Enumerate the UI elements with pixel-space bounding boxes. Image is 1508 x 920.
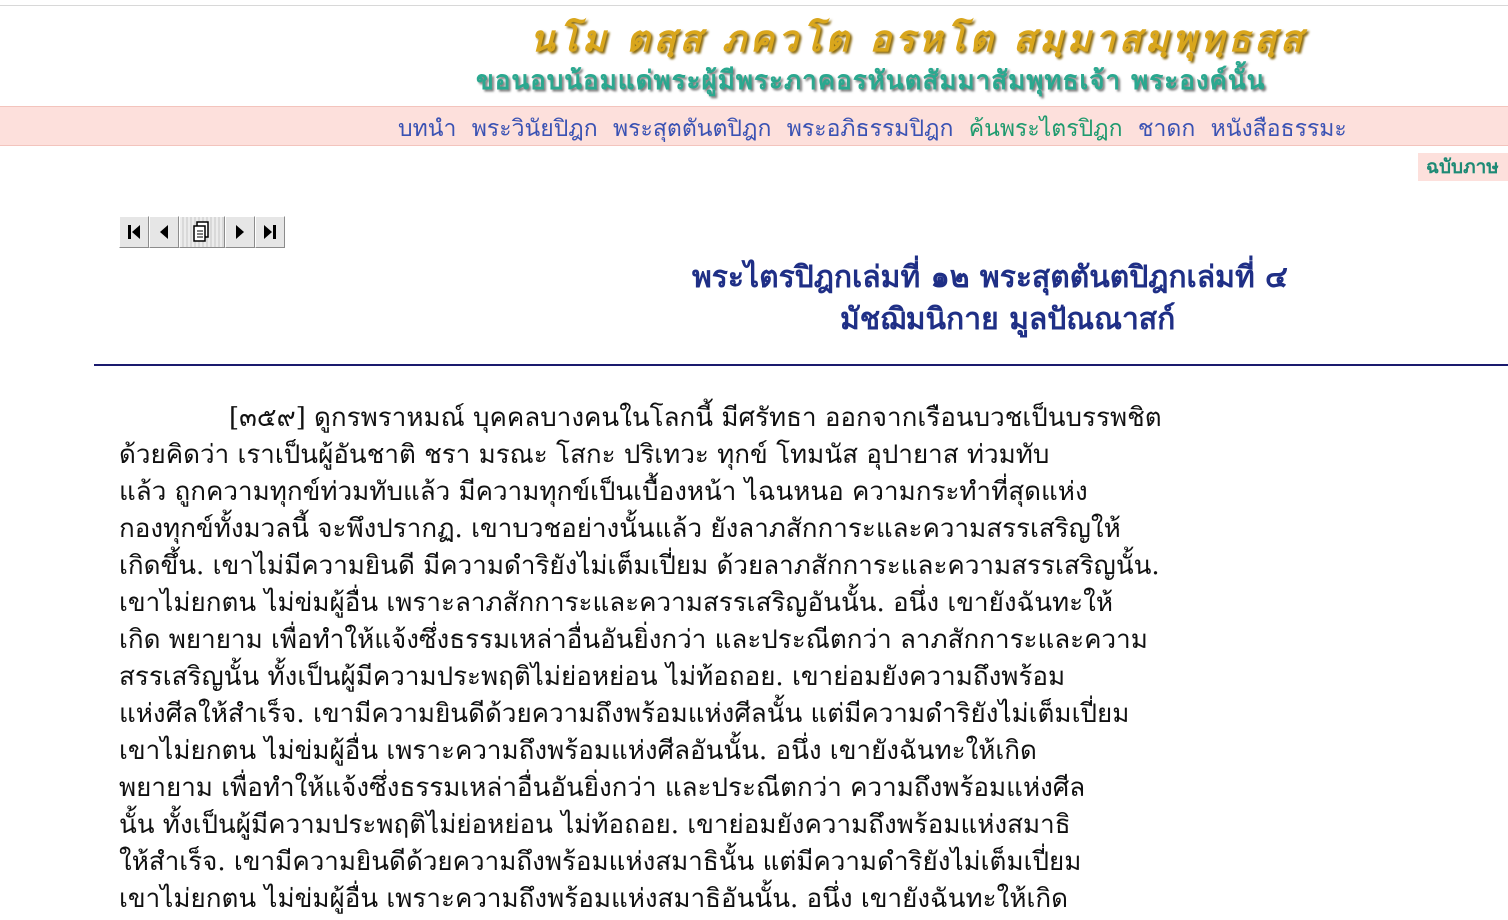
- next-page-button[interactable]: [225, 216, 255, 248]
- text-line: เขาไม่ยกตน ไม่ข่มผู้อื่น เพราะลาภสักการะและความสรรเสริญอันนั้น. อนึ่ง เขายังฉันทะให้: [119, 588, 1113, 618]
- first-page-button[interactable]: [119, 216, 149, 248]
- nav-link-search-tipitaka[interactable]: ค้นพระไตรปิฎก: [968, 116, 1123, 142]
- last-page-icon: [262, 223, 278, 241]
- top-divider: [0, 5, 1508, 6]
- text-line: สรรเสริญนั้น ทั้งเป็นผู้มีความประพฤติไม่ย่อหย่อน ไม่ท้อถอย. เขาย่อมยังความถึงพร้อม: [119, 662, 1066, 692]
- volume-title: พระไตรปิฎกเล่มที่ ๑๒ พระสุตตันตปิฎกเล่มที่ ๔: [692, 260, 1288, 295]
- text-line: เขาไม่ยกตน ไม่ข่มผู้อื่น เพราะความถึงพร้อมแห่งสมาธิอันนั้น. อนึ่ง เขายังฉันทะให้เกิด: [119, 884, 1068, 914]
- previous-page-button[interactable]: [149, 216, 179, 248]
- document-view-button[interactable]: [179, 216, 225, 248]
- title-divider: [94, 364, 1508, 366]
- page-navigation-toolbar: [119, 216, 285, 248]
- text-line: แห่งศีลให้สำเร็จ. เขามีความยินดีด้วยความถึงพร้อมแห่งศีลนั้น แต่มีความดำริยังไม่เต็มเปี่ยม: [119, 699, 1130, 729]
- text-line: นั้น ทั้งเป็นผู้มีความประพฤติไม่ย่อหย่อน ไม่ท้อถอย. เขาย่อมยังความถึงพร้อมแห่งสมาธิ: [119, 810, 1071, 840]
- thai-homage-banner: ขอนอบน้อมแด่พระผู้มีพระภาคอรหันตสัมมาสัมพุทธเจ้า พระองค์นั้น: [476, 66, 1266, 96]
- text-line: เขาไม่ยกตน ไม่ข่มผู้อื่น เพราะความถึงพร้อมแห่งศีลอันนั้น. อนึ่ง เขายังฉันทะให้เกิด: [119, 736, 1037, 766]
- previous-page-icon: [156, 223, 172, 241]
- nav-link-sutta-pitaka[interactable]: พระสุตตันตปิฎก: [612, 116, 772, 142]
- nav-link-vinaya-pitaka[interactable]: พระวินัยปิฎก: [471, 116, 598, 142]
- nav-link-introduction[interactable]: บทนำ: [398, 116, 457, 142]
- text-line: เกิดขึ้น. เขาไม่มีความยินดี มีความดำริยังไม่เต็มเปี่ยม ด้วยลาภสักการะและความสรรเสริญนั้น.: [119, 551, 1160, 581]
- next-page-icon: [232, 223, 248, 241]
- nav-link-abhidhamma-pitaka[interactable]: พระอภิธรรมปิฎก: [786, 116, 954, 142]
- volume-subtitle: มัชฌิมนิกาย มูลปัณณาสก์: [840, 302, 1176, 337]
- text-line: [๓๕๙] ดูกรพราหมณ์ บุคคลบางคนในโลกนี้ มีศรัทธา ออกจากเรือนบวชเป็นบรรพชิต: [229, 403, 1162, 433]
- text-line: ให้สำเร็จ. เขามีความยินดีด้วยความถึงพร้อมแห่งสมาธินั้น แต่มีความดำริยังไม่เต็มเปี่ยม: [119, 847, 1082, 877]
- first-page-icon: [126, 223, 142, 241]
- nav-links: [398, 111, 1355, 146]
- nav-link-jataka[interactable]: ชาดก: [1137, 116, 1196, 142]
- main-nav-bar: [0, 106, 1508, 146]
- text-line: แล้ว ถูกความทุกข์ท่วมทับแล้ว มีความทุกข์เป็นเบื้องหน้า ไฉนหนอ ความกระทำที่สุดแห่ง: [119, 477, 1088, 507]
- text-line: กองทุกข์ทั้งมวลนี้ จะพึงปรากฏ. เขาบวชอย่างนั้นแล้ว ยังลาภสักการะและความสรรเสริญให้: [119, 514, 1121, 544]
- scripture-text: [119, 400, 1239, 918]
- text-line: เกิด พยายาม เพื่อทำให้แจ้งซึ่งธรรมเหล่าอื่นอันยิ่งกว่า และประณีตกว่า ลาภสักการะและความ: [119, 625, 1148, 655]
- last-page-button[interactable]: [255, 216, 285, 248]
- pali-homage-banner: นโม ตสฺส ภควโต อรหโต สมฺมาสมฺพุทฺธสฺส: [530, 18, 1307, 60]
- document-icon: [190, 220, 214, 244]
- nav-link-dhamma-books[interactable]: หนังสือธรรมะ: [1210, 116, 1347, 142]
- text-line: ด้วยคิดว่า เราเป็นผู้อันชาติ ชรา มรณะ โสกะ ปริเทวะ ทุกข์ โทมนัส อุปายาส ท่วมทับ: [119, 440, 1050, 470]
- text-line: พยายาม เพื่อทำให้แจ้งซึ่งธรรมเหล่าอื่นอันยิ่งกว่า และประณีตกว่า ความถึงพร้อมแห่งศีล: [119, 773, 1086, 803]
- edition-language-tab[interactable]: ฉบับภาษ: [1418, 153, 1508, 181]
